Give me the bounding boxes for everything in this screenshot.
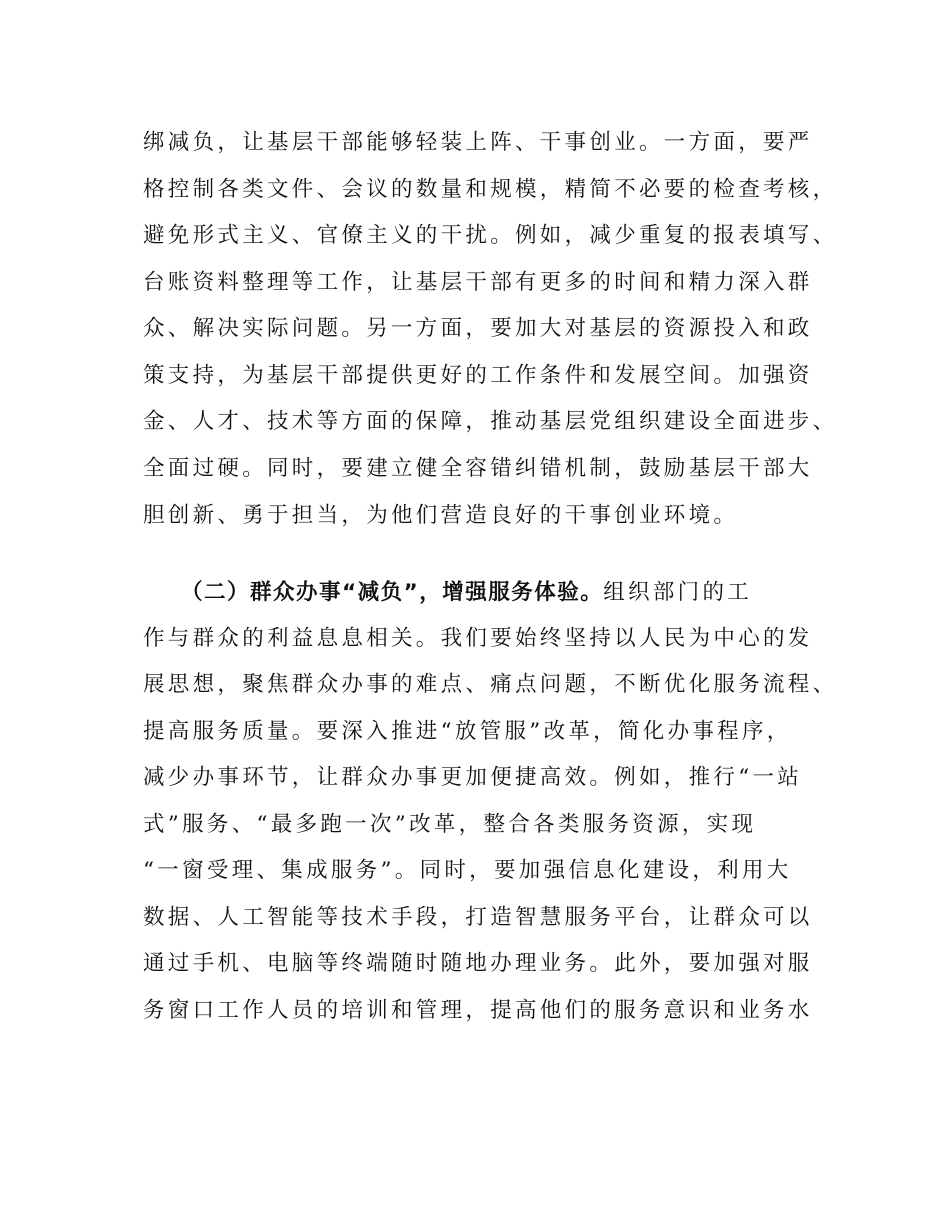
paragraph-1-line-7: 金、人才、技术等方面的保障，推动基层党组织建设全面进步、 — [143, 409, 838, 434]
paragraph-1-line-9: 胆创新、勇于担当，为他们营造良好的干事创业环境。 — [143, 503, 739, 528]
paragraph-2-line-3: 展思想，聚焦群众办事的难点、痛点问题，不断优化服务流程、 — [143, 672, 838, 697]
paragraph-1-line-1: 绑减负，让基层干部能够轻装上阵、干事创业。一方面，要严 — [143, 130, 813, 155]
paragraph-2-line-6: 式”服务、“最多跑一次”改革，整合各类服务资源，实现 — [143, 812, 757, 837]
paragraph-2-line-10: 务窗口工作人员的培训和管理，提高他们的服务意识和业务水 — [143, 998, 813, 1023]
paragraph-1-line-6: 策支持，为基层干部提供更好的工作条件和发展空间。加强资 — [143, 363, 813, 388]
paragraph-2-line-2: 作与群众的利益息息相关。我们要始终坚持以人民为中心的发 — [143, 626, 813, 651]
paragraph-1-line-2: 格控制各类文件、会议的数量和规模，精简不必要的检查考核， — [143, 177, 838, 202]
paragraph-1-line-3: 避免形式主义、官僚主义的干扰。例如，减少重复的报表填写、 — [143, 223, 838, 248]
paragraph-2-line-8: 数据、人工智能等技术手段，打造智慧服务平台，让群众可以 — [143, 905, 813, 930]
paragraph-2-line-4: 提高服务质量。要深入推进“放管服”改革，简化办事程序， — [143, 719, 792, 744]
paragraph-2-line-5: 减少办事环节，让群众办事更加便捷高效。例如，推行“一站 — [143, 765, 803, 790]
paragraph-2-first-line-text: 组织部门的工 — [603, 580, 753, 605]
paragraph-2-line-1 — [181, 570, 861, 616]
paragraph-2-line-7: “一窗受理、集成服务”。同时，要加强信息化建设，利用大 — [143, 858, 792, 883]
section-heading: （二）群众办事“减负”，增强服务体验。 — [181, 580, 604, 605]
paragraph-2-line-9: 通过手机、电脑等终端随时随地办理业务。此外，要加强对服 — [143, 951, 813, 976]
paragraph-1-line-5: 众、解决实际问题。另一方面，要加大对基层的资源投入和政 — [143, 316, 813, 341]
paragraph-1-line-8: 全面过硬。同时，要建立健全容错纠错机制，鼓励基层干部大 — [143, 456, 813, 481]
paragraph-1-line-4: 台账资料整理等工作，让基层干部有更多的时间和精力深入群 — [143, 270, 813, 295]
